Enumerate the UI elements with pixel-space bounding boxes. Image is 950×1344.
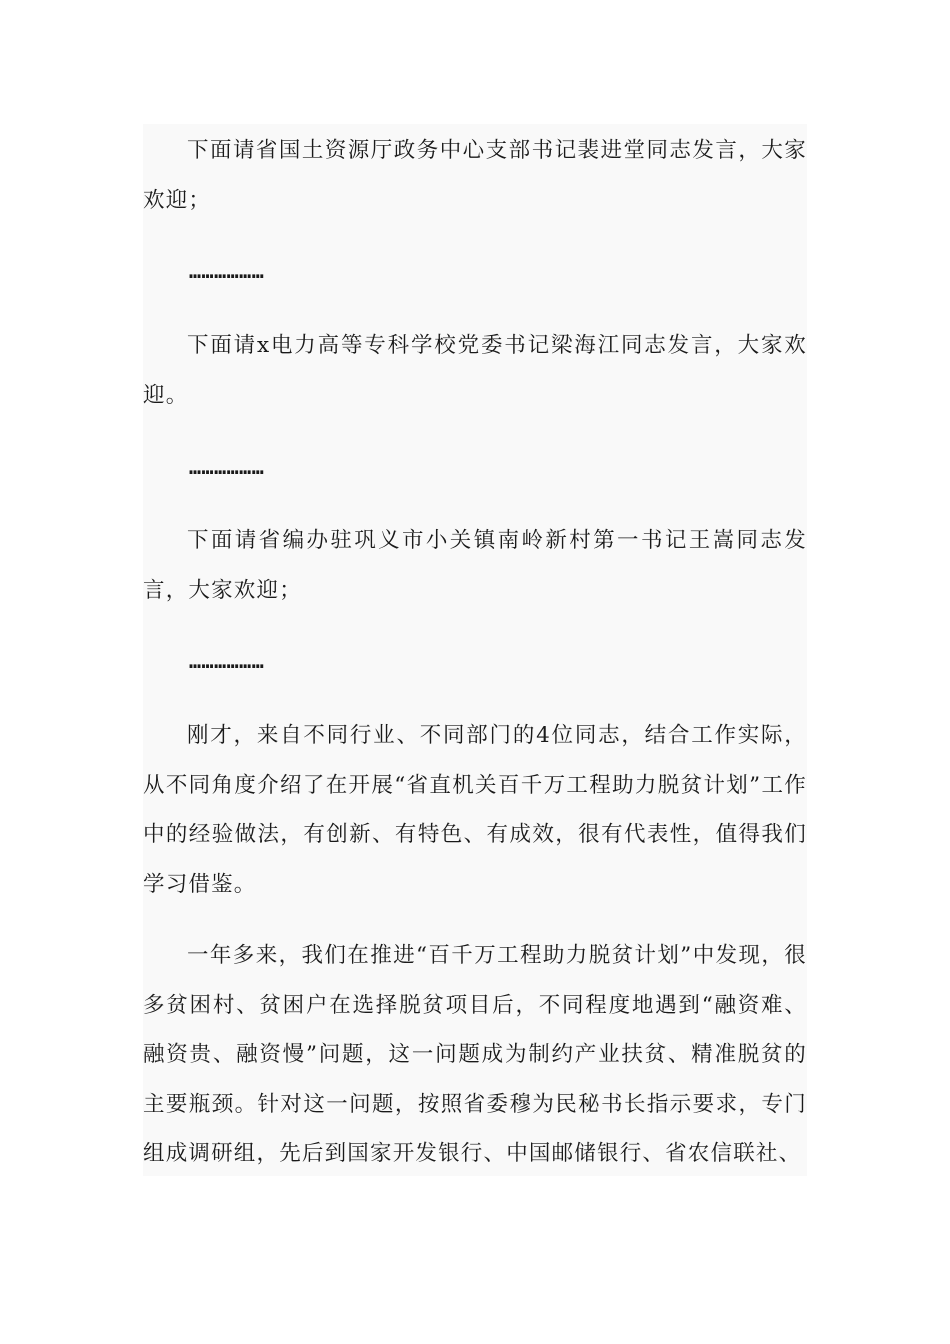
paragraph-summary: 刚才，来自不同行业、不同部门的4位同志，结合工作实际，从不同角度介绍了在开展“省直机关百千万工程助力脱贫计划”工作中的经验做法，有创新、有特色、有成效，很有代表性，值得我们学习借鉴。: [143, 723, 807, 897]
paragraph-findings: 一年多来，我们在推进“百千万工程助力脱贫计划”中发现，很多贫困村、贫困户在选择脱贫项目后，不同程度地遇到“融资难、融资贵、融资慢”问题，这一问题成为制约产业扶贫、精准脱贫的主要瓶颈。针对这一问题，按照省委穆为民秘书长指示要求，专门组成调研组，先后到国家开发银行、中国邮储银行、省农信联社、: [143, 943, 807, 1166]
ellipsis-separator-1: ………………: [189, 259, 265, 283]
text-block: [143, 124, 807, 1176]
paragraph-speaker-3: 下面请省编办驻巩义市小关镇南岭新村第一书记王嵩同志发言，大家欢迎；: [143, 528, 807, 603]
ellipsis-separator-2: ………………: [189, 455, 265, 479]
paragraph-speaker-2: 下面请x电力高等专科学校党委书记梁海江同志发言，大家欢迎。: [143, 333, 807, 408]
ellipsis-separator-3: ………………: [189, 649, 265, 673]
paragraph-speaker-1: 下面请省国土资源厅政务中心支部书记裴进堂同志发言，大家欢迎；: [143, 138, 807, 213]
